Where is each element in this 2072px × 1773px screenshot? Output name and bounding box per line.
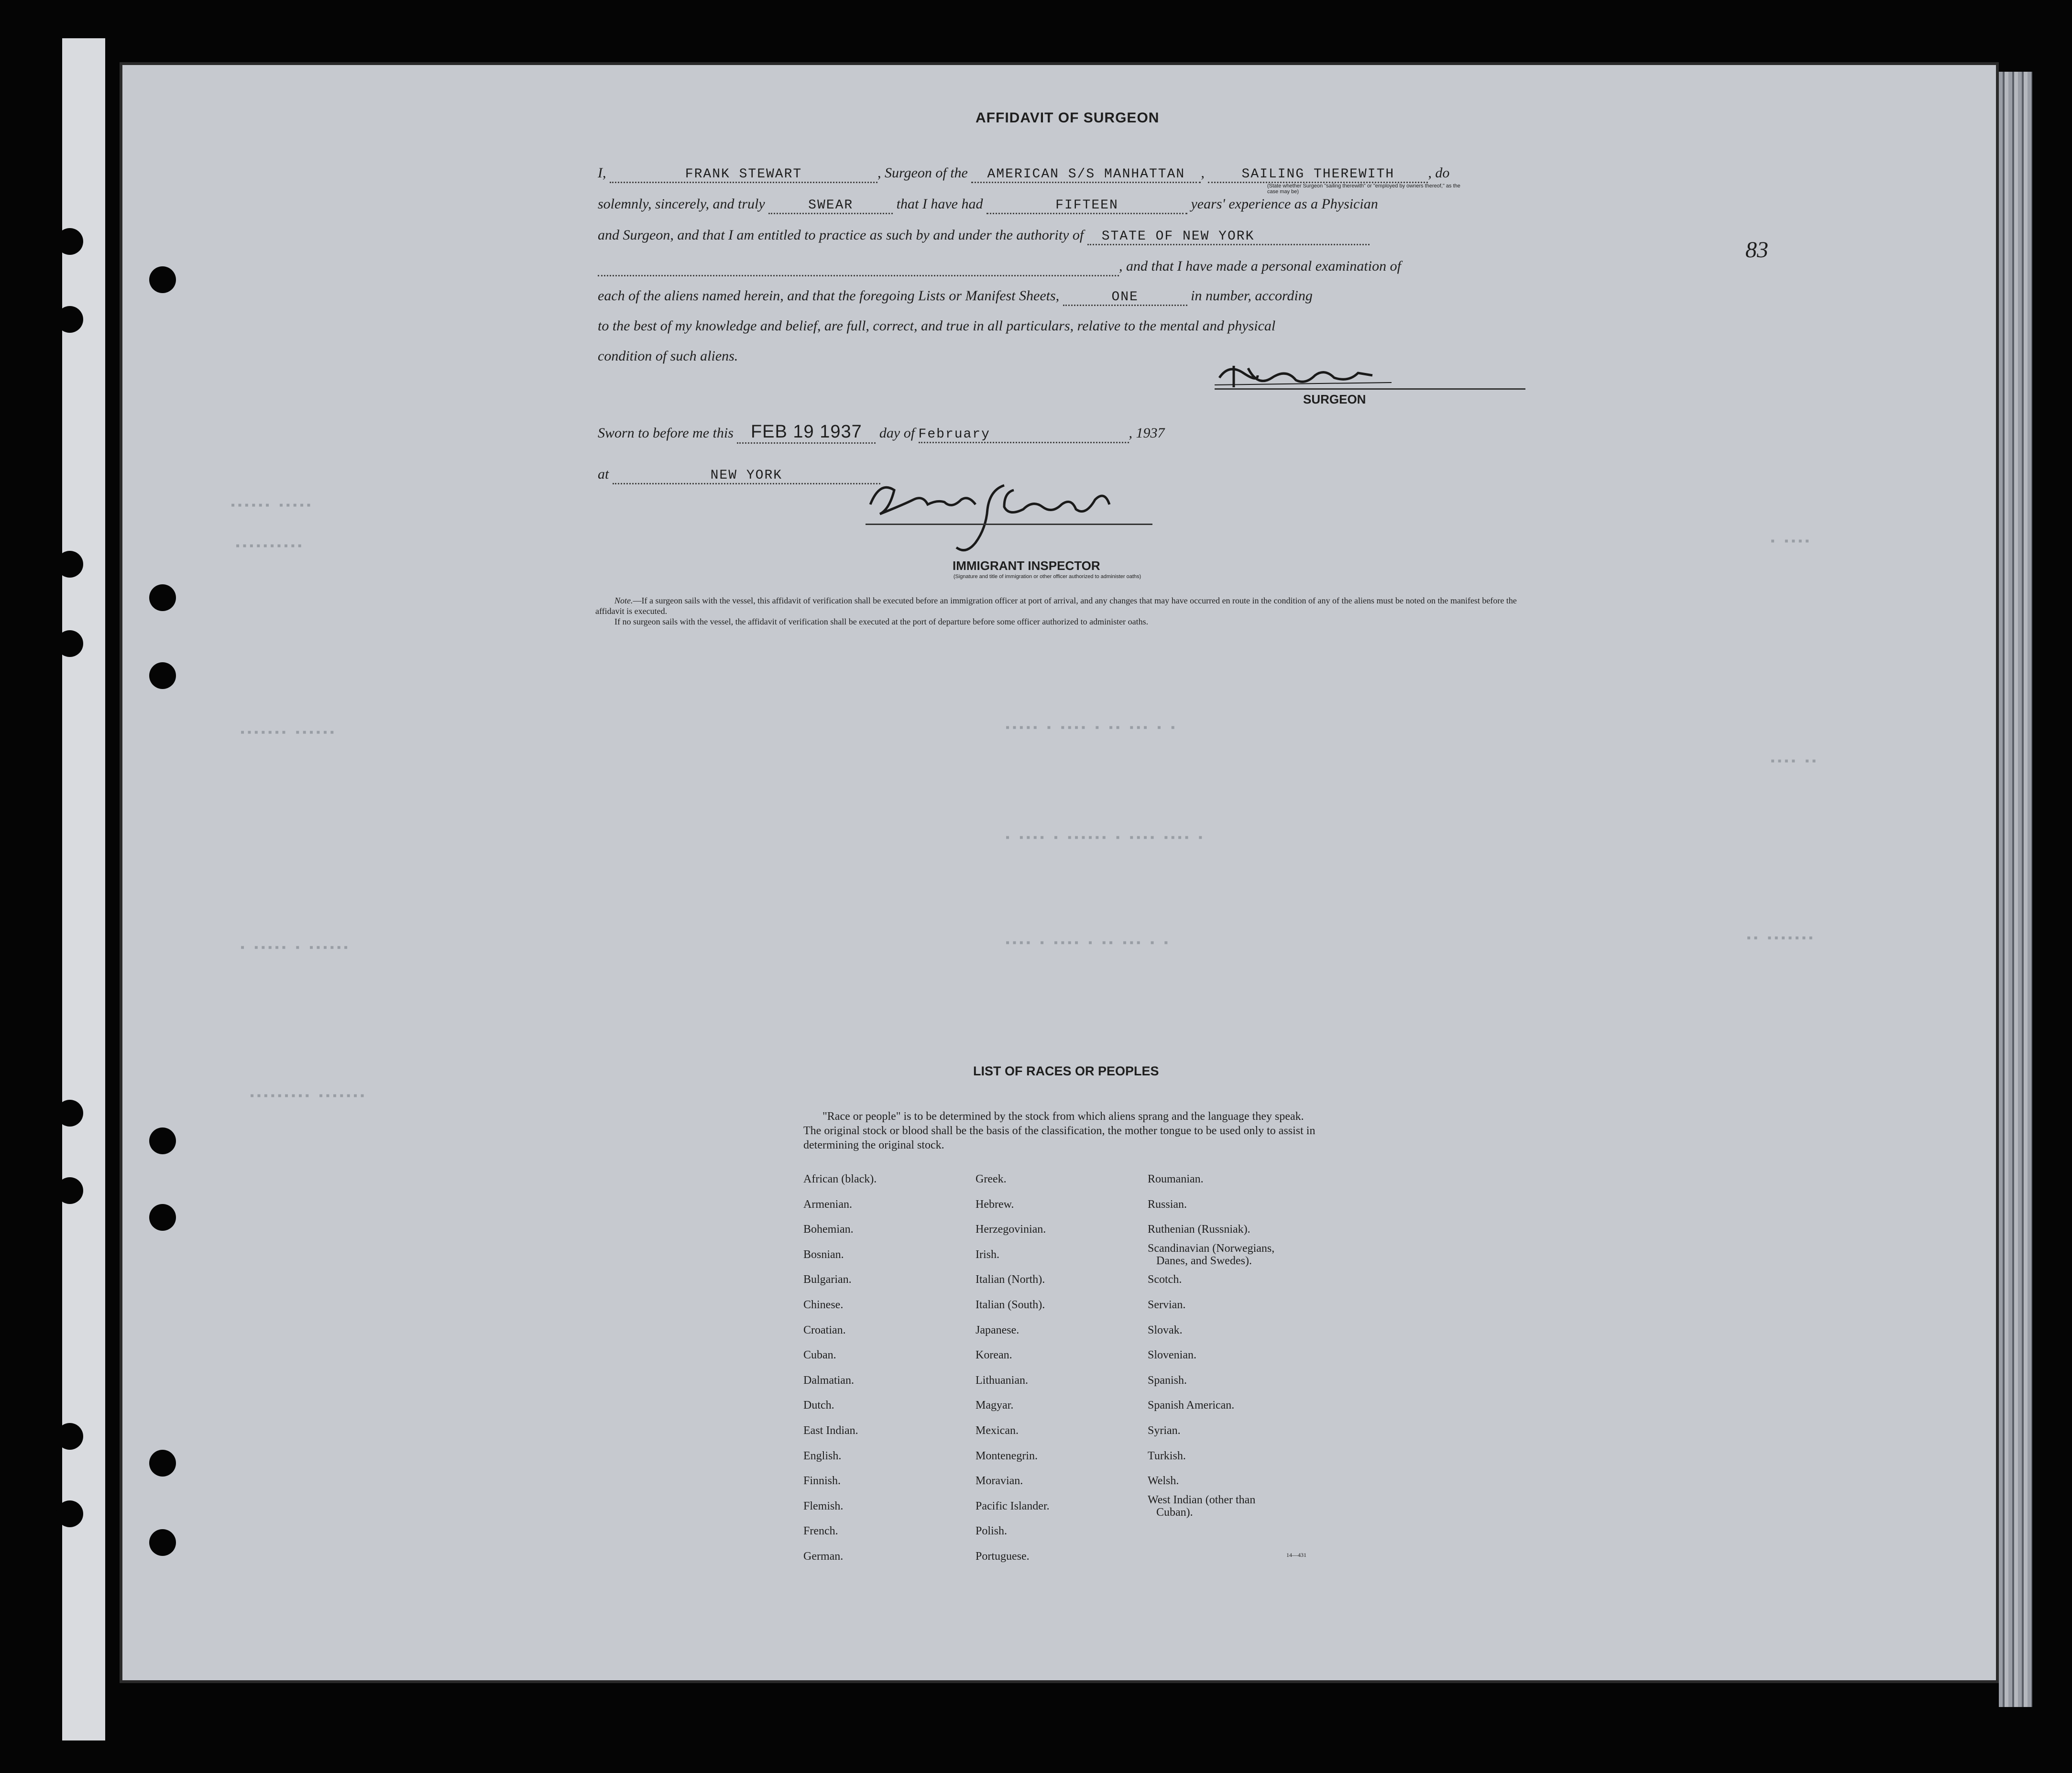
race-list-item: Mexican. — [976, 1424, 1019, 1437]
affidavit-line-7: condition of such aliens. — [598, 348, 738, 364]
race-list-item: Roumanian. — [1148, 1173, 1204, 1185]
text-fragment: that I have had — [896, 196, 983, 212]
binder-hole — [56, 1100, 83, 1127]
binder-hole — [56, 1423, 83, 1450]
text-fragment: solemnly, sincerely, and truly — [598, 196, 765, 212]
surgeon-name-field: FRANK STEWART — [610, 167, 877, 183]
race-list-item: Cuban. — [803, 1349, 836, 1362]
binder-hole — [149, 1127, 176, 1154]
oath-field: SWEAR — [768, 198, 893, 214]
left-binding-strip — [62, 38, 105, 1740]
text-fragment: at — [598, 466, 609, 482]
place-line — [598, 466, 880, 484]
races-column-3 — [1148, 1167, 1274, 1519]
stamp-date-field: FEB 19 1937 — [737, 422, 876, 444]
race-list-item: Dalmatian. — [803, 1374, 854, 1387]
inspector-note: (Signature and title of immigration or other officer authorized to administer oaths) — [953, 574, 1141, 580]
bleed-through-text: ▪ ▪▪▪▪▪ ▪ ▪▪▪▪▪▪ — [239, 942, 350, 955]
race-list-item: Portuguese. — [976, 1550, 1030, 1563]
binder-hole — [149, 1204, 176, 1231]
binder-hole — [149, 1450, 176, 1477]
race-list-item: Russian. — [1148, 1198, 1187, 1211]
affidavit-line-4 — [598, 258, 1401, 276]
binder-hole — [56, 551, 83, 578]
race-list-item: Servian. — [1148, 1298, 1186, 1311]
bleed-through-text: ▪▪ ▪▪▪▪▪▪▪ — [1745, 932, 1815, 945]
stacked-page-edges — [1999, 72, 2032, 1707]
race-list-item: Spanish American. — [1148, 1399, 1235, 1412]
race-list-item: Irish. — [976, 1248, 999, 1261]
inspector-label: IMMIGRANT INSPECTOR — [953, 558, 1100, 573]
place-field: NEW YORK — [613, 468, 880, 484]
sworn-line — [598, 422, 1165, 444]
race-list-item: Scandinavian (Norwegians, Danes, and Swedes). — [1148, 1242, 1275, 1268]
race-list-item: Ruthenian (Russniak). — [1148, 1223, 1250, 1236]
years-field: FIFTEEN — [987, 198, 1187, 214]
page-number: 83 — [1745, 237, 1768, 263]
bleed-through-text: ▪▪▪▪ ▪▪ — [1769, 755, 1818, 768]
verification-note — [595, 595, 1528, 627]
affidavit-line-2 — [598, 196, 1378, 214]
race-list-item: French. — [803, 1525, 838, 1538]
month-field: February — [919, 427, 1129, 443]
race-list-item: Bohemian. — [803, 1223, 854, 1236]
race-list-item: Italian (North). — [976, 1273, 1045, 1286]
affidavit-line-6: to the best of my knowledge and belief, are full, correct, and true in all particulars, relative to the mental and physical — [598, 318, 1276, 334]
bleed-through-text: ▪ ▪▪▪▪ — [1769, 536, 1811, 548]
race-list-item: Croatian. — [803, 1324, 846, 1336]
surgeon-label: SURGEON — [1303, 392, 1366, 406]
bleed-through-text: ▪▪▪▪▪▪▪▪▪▪ — [234, 540, 304, 553]
race-list-item: Pacific Islander. — [976, 1499, 1050, 1512]
races-list-title: LIST OF RACES OR PEOPLES — [973, 1064, 1159, 1078]
race-list-item: Italian (South). — [976, 1298, 1045, 1311]
sailing-status-note: (State whether Surgeon "sailing therewith" or "employed by owners thereof," as the case may be) — [1267, 183, 1460, 195]
affidavit-line-5 — [598, 288, 1313, 306]
surgeon-signature-line — [1215, 388, 1525, 390]
race-list-item: African (black). — [803, 1173, 877, 1185]
race-list-item: Scotch. — [1148, 1273, 1182, 1286]
race-list-item: Armenian. — [803, 1198, 852, 1211]
sheets-count-field: ONE — [1063, 290, 1187, 306]
race-list-item: East Indian. — [803, 1424, 858, 1437]
race-list-item: German. — [803, 1550, 844, 1563]
race-list-item: Dutch. — [803, 1399, 834, 1412]
text-fragment: , and that I have made a personal examination of — [1119, 258, 1401, 274]
race-list-item: Slovenian. — [1148, 1349, 1196, 1362]
binder-hole — [149, 1529, 176, 1556]
race-list-item: Magyar. — [976, 1399, 1014, 1412]
text-fragment: , — [1201, 165, 1205, 181]
race-list-item: Lithuanian. — [976, 1374, 1028, 1387]
binder-hole — [56, 630, 83, 657]
bleed-through-text: ▪ ▪▪▪▪ ▪ ▪▪▪▪▪▪ ▪ ▪▪▪▪ ▪▪▪▪ ▪ — [1004, 832, 1204, 845]
binder-hole — [56, 306, 83, 333]
race-list-item: West Indian (other than Cuban). — [1148, 1493, 1256, 1519]
text-fragment: , Surgeon of the — [877, 165, 968, 181]
surgeon-signature — [1215, 359, 1396, 392]
race-list-item: Finnish. — [803, 1475, 841, 1488]
race-list-item: Montenegrin. — [976, 1449, 1038, 1462]
race-list-item: Welsh. — [1148, 1475, 1179, 1488]
binder-hole — [149, 266, 176, 293]
bleed-through-text: ▪▪▪▪▪▪▪▪▪ ▪▪▪▪▪▪▪ — [249, 1090, 366, 1103]
text-fragment: and Surgeon, and that I am entitled to practice as such by and under the authority of — [598, 227, 1084, 243]
binder-hole — [56, 228, 83, 255]
note-paragraph-2: If no surgeon sails with the vessel, the affidavit of verification shall be executed at the port of departure before some officer authorized to administer oaths. — [614, 617, 1149, 626]
binder-hole — [56, 1177, 83, 1204]
note-paragraph-1 — [595, 595, 1528, 616]
race-list-item: Slovak. — [1148, 1324, 1183, 1336]
bleed-through-text: ▪▪▪▪▪ ▪ ▪▪▪▪ ▪ ▪▪ ▪▪▪ ▪ ▪ — [1004, 722, 1177, 735]
text-fragment: day of — [879, 425, 915, 441]
bleed-through-text: ▪▪▪▪▪▪▪ ▪▪▪▪▪▪ — [239, 727, 336, 740]
bleed-through-text: ▪▪▪▪ ▪ ▪▪▪▪ ▪ ▪▪ ▪▪▪ ▪ ▪ — [1004, 937, 1170, 950]
races-column-1 — [803, 1167, 877, 1569]
race-list-item: Moravian. — [976, 1475, 1023, 1488]
race-list-item: Bulgarian. — [803, 1273, 852, 1286]
race-list-item: Spanish. — [1148, 1374, 1187, 1387]
race-list-item: Herzegovinian. — [976, 1223, 1046, 1236]
vessel-field: AMERICAN S/S MANHATTAN — [971, 167, 1201, 183]
race-list-item: Syrian. — [1148, 1424, 1181, 1437]
note-lead: Note. — [614, 596, 633, 605]
form-code: 14—431 — [1286, 1552, 1306, 1558]
affidavit-line-1 — [598, 165, 1449, 183]
race-list-item: English. — [803, 1449, 842, 1462]
race-list-item: Turkish. — [1148, 1449, 1186, 1462]
race-list-item: Polish. — [976, 1525, 1008, 1538]
affidavit-title: AFFIDAVIT OF SURGEON — [976, 110, 1160, 126]
race-list-item: Bosnian. — [803, 1248, 844, 1261]
race-list-item: Hebrew. — [976, 1198, 1014, 1211]
text-fragment: I, — [598, 165, 606, 181]
authority-field: STATE OF NEW YORK — [1087, 229, 1370, 245]
race-list-item: Flemish. — [803, 1499, 844, 1512]
authority-continuation-field — [598, 260, 1119, 276]
binder-hole — [56, 1500, 83, 1527]
note-text-1: —If a surgeon sails with the vessel, this affidavit of verification shall be executed before an immigration officer at port of arrival, and any changes that may have occurred en route in the condition of any of the aliens must be noted on the manifest before the affidavit is executed. — [595, 596, 1517, 616]
affidavit-line-3 — [598, 227, 1370, 245]
inspector-signature — [861, 471, 1129, 567]
races-column-2 — [976, 1167, 1050, 1569]
race-list-item: Chinese. — [803, 1298, 844, 1311]
race-list-item: Japanese. — [976, 1324, 1020, 1336]
inspector-signature-line — [866, 524, 1152, 525]
race-list-item: Greek. — [976, 1173, 1007, 1185]
text-fragment: in number, according — [1191, 288, 1313, 304]
text-fragment: years' experience as a Physician — [1191, 196, 1378, 212]
text-fragment: Sworn to before me this — [598, 425, 734, 441]
text-fragment: , 1937 — [1129, 425, 1165, 441]
text-fragment: each of the aliens named herein, and that the foregoing Lists or Manifest Sheets, — [598, 288, 1060, 304]
bleed-through-text: ▪▪▪▪▪▪ ▪▪▪▪▪ — [230, 500, 312, 513]
races-definition-paragraph: "Race or people" is to be determined by the stock from which aliens sprang and the language they speak. The original stock or blood shall be the basis of the classification, the mother tongue to be used only to assist in determining the original stock. — [803, 1110, 1316, 1151]
sailing-status-field: SAILING THEREWITH — [1208, 167, 1428, 183]
text-fragment: , do — [1428, 165, 1450, 181]
binder-hole — [149, 584, 176, 611]
binder-hole — [149, 662, 176, 689]
race-list-item: Korean. — [976, 1349, 1012, 1362]
